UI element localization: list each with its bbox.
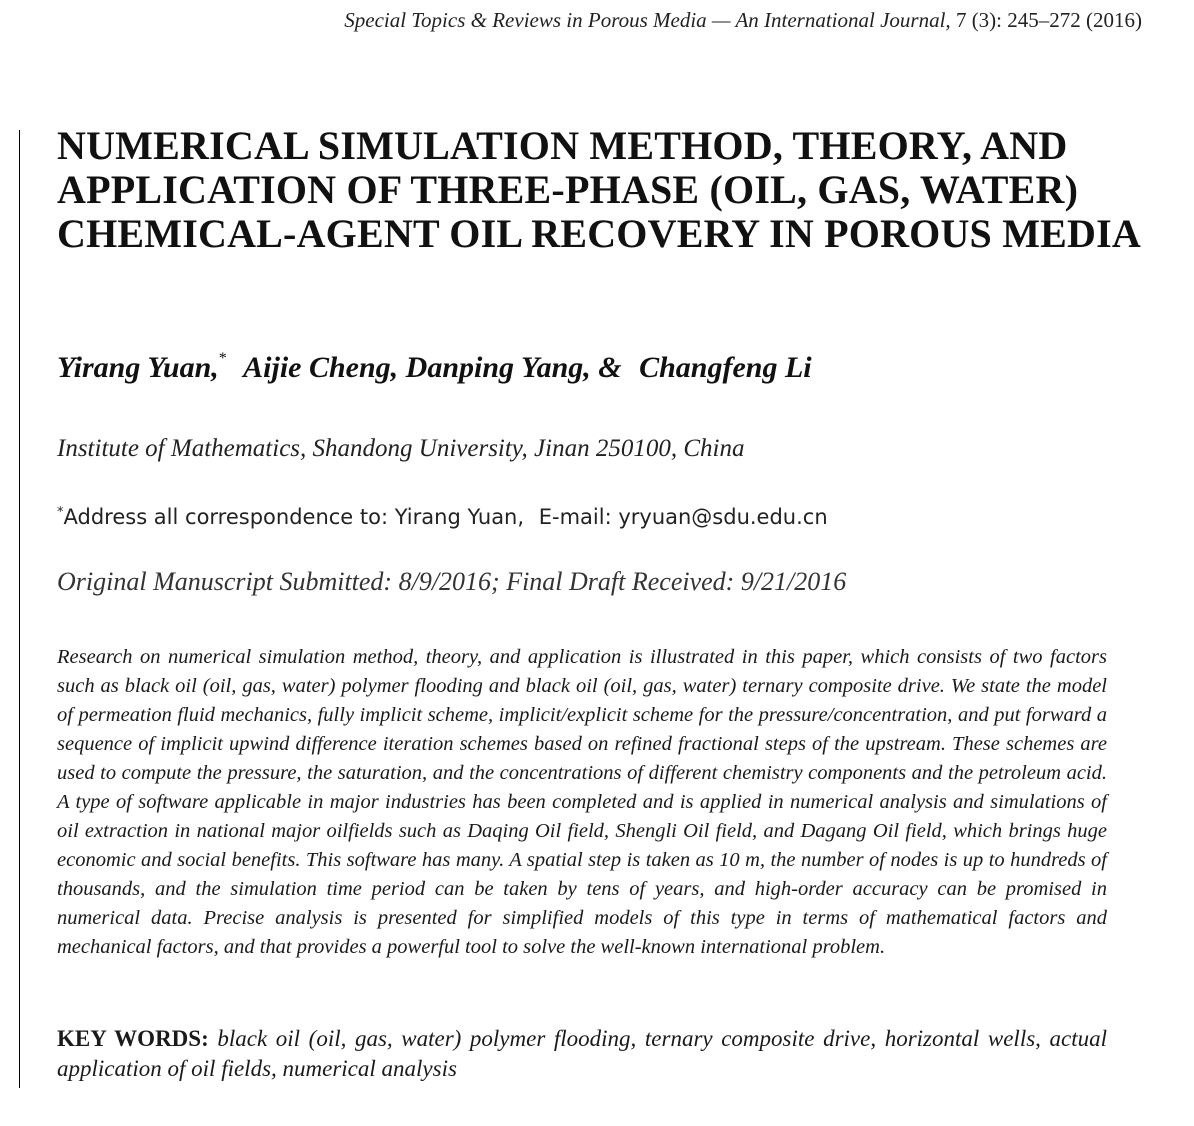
author-middle: Aijie Cheng, Danping Yang, & [243,351,622,384]
author-last: Changfeng Li [639,351,812,384]
margin-rule [19,130,20,1088]
keywords-label: KEY WORDS: [57,1026,209,1051]
journal-name: Special Topics & Reviews in Porous Media — An International Journal, [344,8,951,32]
author-email: E-mail: yryuan@sdu.edu.cn [538,505,828,529]
running-header [344,8,1142,33]
affiliation: Institute of Mathematics, Shandong University, Jinan 250100, China [57,435,745,462]
keywords [57,1024,1107,1084]
author-first: Yirang Yuan, [57,351,219,384]
correspondence-text: Address all correspondence to: Yirang Yuan, [63,505,525,529]
journal-citation: 7 (3): 245–272 (2016) [955,8,1142,32]
correspondence-line [57,505,828,529]
author-list [57,350,812,385]
keywords-list: black oil (oil, gas, water) polymer flooding, ternary composite drive, horizontal wells, actual application of oil fields, numerical analysis [57,1026,1107,1081]
paper-title: NUMERICAL SIMULATION METHOD, THEORY, AND APPLICATION OF THREE-PHASE (OIL, GAS, WATER) CHEMICAL-AGENT OIL RECOVERY IN POROUS MEDIA [57,123,1141,256]
manuscript-dates: Original Manuscript Submitted: 8/9/2016; Final Draft Received: 9/21/2016 [57,567,847,596]
corresponding-author-mark: * [218,350,227,367]
correspondence-mark: * [57,505,64,520]
abstract: Research on numerical simulation method, theory, and application is illustrated in this paper, which consists of two factors such as black oil (oil, gas, water) polymer flooding and black oil (oil, gas, water) ternary composite drive. We state the model of permeation fluid mechanics, fully implicit scheme, implicit/explicit scheme for the pressure/concentration, and put forward a sequence of implicit upwind difference iteration schemes based on refined fractional steps of the upstream. These schemes are used to compute the pressure, the saturation, and the concentrations of different chemistry components and the petroleum acid. A type of software applicable in major industries has been completed and is applied in numerical analysis and simulations of oil extraction in national major oilfields such as Daqing Oil field, Shengli Oil field, and Dagang Oil field, which brings huge economic and social benefits. This software has many. A spatial step is taken as 10 m, the number of nodes is up to hundreds of thousands, and the simulation time period can be taken by tens of years, and high-order accuracy can be promised in numerical data. Precise analysis is presented for simplified models of this type in terms of mathematical factors and mechanical factors, and that provides a powerful tool to solve the well-known international problem. [57,646,1107,958]
